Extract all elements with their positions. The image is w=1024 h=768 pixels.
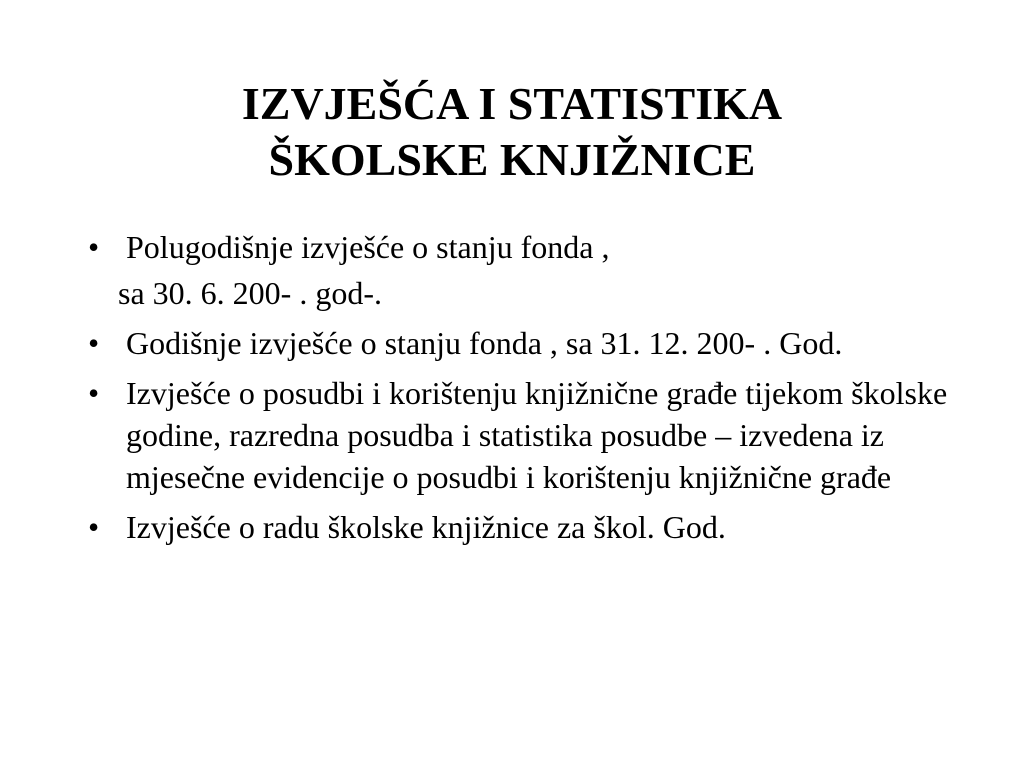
bullet-marker: • (88, 229, 100, 265)
slide-title (0, 76, 1024, 188)
bullet-text: Polugodišnje izvješće o stanju fonda , (126, 229, 610, 265)
bullet-list (88, 226, 968, 556)
bullet-item-1-continuation (88, 272, 968, 314)
bullet-item-4 (88, 506, 968, 548)
bullet-text: Izvješće o radu školske knjižnice za škol. God. (126, 509, 726, 545)
slide-title-line-2: ŠKOLSKE KNJIŽNICE (268, 134, 756, 185)
bullet-item-2 (88, 322, 968, 364)
bullet-item-1 (88, 226, 968, 268)
bullet-marker: • (88, 325, 100, 361)
bullet-item-3 (88, 372, 968, 498)
bullet-text: sa 30. 6. 200- . god-. (118, 275, 382, 311)
bullet-text: Godišnje izvješće o stanju fonda , sa 31. 12. 200- . God. (126, 325, 843, 361)
bullet-marker: • (88, 375, 100, 411)
bullet-marker: • (88, 509, 100, 545)
bullet-text: Izvješće o posudbi i korištenju knjižnične građe tijekom školske godine, razredna posudba i statistika posudbe – izvedena iz mjesečne evidencije o posudbi i korištenju knjižnične građe (126, 375, 948, 495)
slide-title-line-1: IZVJEŠĆA I STATISTIKA (241, 78, 783, 129)
